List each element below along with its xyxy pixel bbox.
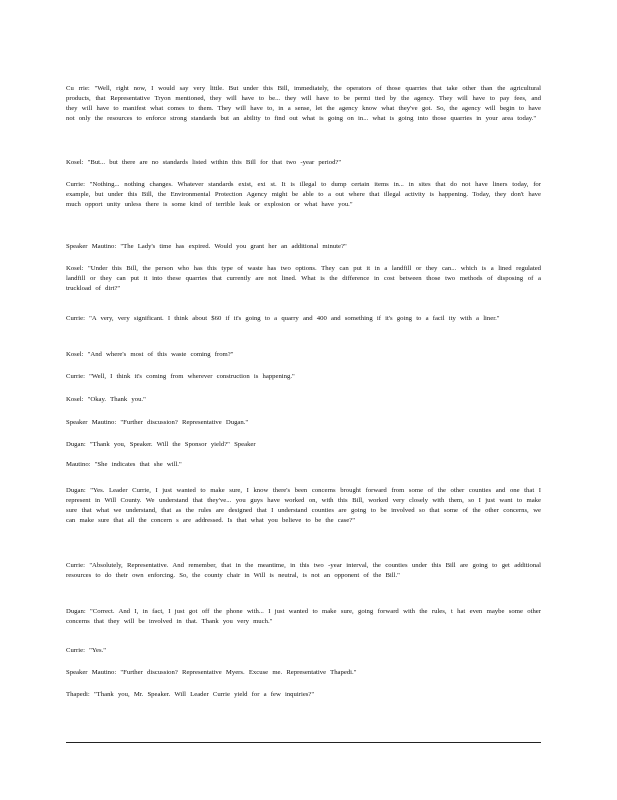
speaker-name: Kosel:: [66, 159, 84, 166]
speaker-name: Currie:: [66, 181, 85, 188]
speaker-name: Speaker Mautino:: [66, 419, 117, 426]
speaker-name: Currie:: [66, 373, 85, 380]
speaker-name: Mautino:: [66, 461, 91, 468]
speech-text: "A very, very significant. I think about $60 if it's going to a quarry and 400 and something if it's going to a facil ity with a liner.": [89, 315, 500, 322]
transcript-paragraph: [66, 158, 541, 168]
transcript-paragraph: [66, 395, 541, 405]
speaker-name: Currie:: [66, 647, 85, 654]
transcript-paragraph: [66, 372, 541, 382]
speaker-name: Speaker Mautino:: [66, 669, 117, 676]
speaker-name: Kosel:: [66, 396, 84, 403]
transcript-paragraph: [66, 668, 541, 678]
speech-text: "Correct. And I, in fact, I just got off the phone with... I just wanted to make sure, going forward with the rules, t hat even maybe some other concerns that they will be involved in that. Thank you very much.": [66, 608, 542, 625]
transcript-paragraph: [66, 690, 541, 700]
speaker-name: Kosel:: [66, 351, 84, 358]
speech-text: "Under this Bill, the person who has this type of waste has two options. They can put it in a landfill or they can... which is a lined regulated landfill or they can put it into these quarries that currently are not lined. What is the difference in cost between those two methods of disposing of a truckload of dirt?": [66, 265, 542, 292]
speaker-name: Currie:: [66, 562, 85, 569]
speech-text: "Nothing... nothing changes. Whatever standards exist, exi st. It is illegal to dump certain items in... in sites that do not have liners today, for example, but under this Bill, the Environmental Protection Agency might be able to a out where that illegal activity is happening. Today, they don't have much opport unity unless there is some kind of terrible leak or explosion or what have you.": [66, 181, 541, 208]
transcript-paragraph: [66, 264, 541, 294]
transcript-paragraph: [66, 646, 541, 656]
speech-text: "She indicates that she will.": [94, 461, 182, 468]
speaker-name: Currie:: [66, 315, 85, 322]
transcript-paragraph: [66, 242, 541, 252]
transcript-paragraph: [66, 180, 541, 210]
transcript-paragraph: [66, 314, 541, 324]
speech-text: "Okay. Thank you.": [87, 396, 146, 403]
speech-text: "Thank you, Speaker. Will the Sponsor yield?" Speaker: [89, 441, 256, 448]
speech-text: "Thank you, Mr. Speaker. Will Leader Currie yield for a few inquiries?": [93, 691, 315, 698]
speech-text: "The Lady's time has expired. Would you grant her an additional minute?": [120, 243, 347, 250]
speaker-name: Dugan:: [66, 487, 86, 494]
transcript-paragraph: [66, 84, 541, 124]
transcript-paragraph: [66, 440, 541, 450]
speech-text: "Well, right now, I would say very little. But under this Bill, immediately, the operators of those quarries that take other than the agricultural products, that Representative Tryon mentioned, they will have to be... they will have to be permi tted by the agency. They will have to pay fees, and they will have to manifest what comes to them. They will have to, in a sense, let the agency know what they've got. So, the agency will begin to have not only the resources to enforce strong standards but an ability to find out what is going on in... what is going into those quarries in your area today.": [66, 85, 542, 122]
speech-text: "But... but there are no standards listed within this Bill for that two -year period?": [87, 159, 342, 166]
speaker-name: Dugan:: [66, 441, 86, 448]
footer-divider: [66, 742, 541, 743]
speech-text: "And where's most of this waste coming from?": [87, 351, 234, 358]
transcript-paragraph: [66, 418, 541, 428]
transcript-paragraph: [66, 561, 541, 581]
speech-text: "Yes.": [89, 647, 106, 654]
speech-text: "Well, I think it's coming from wherever construction is happening.": [89, 373, 295, 380]
transcript-paragraph: [66, 607, 541, 627]
speaker-name: Kosel:: [66, 265, 84, 272]
speaker-name: Cu rrie:: [66, 85, 90, 92]
speaker-name: Dugan:: [66, 608, 86, 615]
speech-text: "Further discussion? Representative Myers. Excuse me. Representative Thapedi.": [120, 669, 357, 676]
speech-text: "Yes. Leader Currie, I just wanted to make sure, I know there's been concerns brought forward from some of the other counties and one that I represent in Will County. We understand that they've... you guys have worked on, with this Bill, worked very closely with them, so I just want to make sure that what we understand, that as the rules are designed that I understand counties are going to be involved so that some of the other concerns, we can make sure that all the concern s are addressed. Is that what you believe to be the case?": [66, 487, 542, 524]
speaker-name: Speaker Mautino:: [66, 243, 117, 250]
transcript-paragraph: [66, 350, 541, 360]
transcript-paragraph: [66, 486, 541, 526]
speech-text: "Further discussion? Representative Dugan.": [120, 419, 249, 426]
speaker-name: Thapedi:: [66, 691, 90, 698]
speech-text: "Absolutely, Representative. And remember, that in the meantime, in this two -year interval, the counties under this Bill are going to get additional resources to do their own enforcing. So, the county chair in Will is neutral, is not an opponent of the Bill.": [66, 562, 541, 579]
transcript-paragraph: [66, 460, 541, 470]
